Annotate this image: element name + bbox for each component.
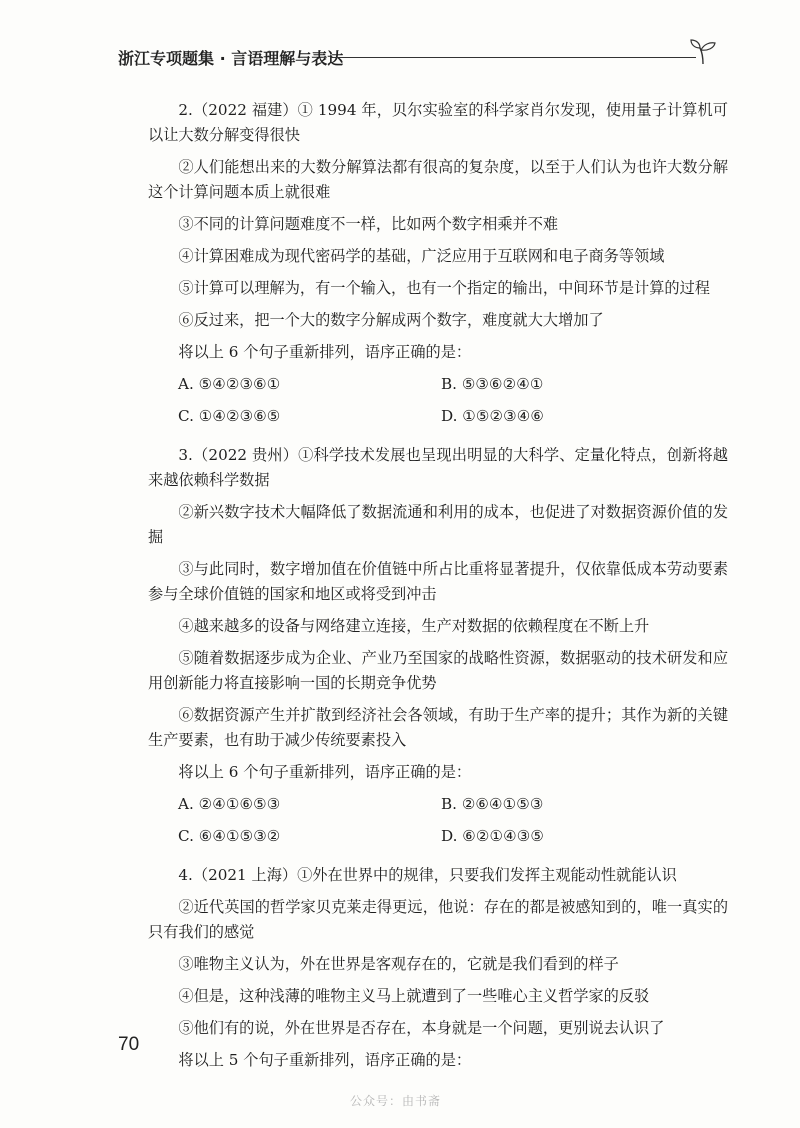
running-header <box>118 40 718 74</box>
sentence: ⑥反过来，把一个大的数字分解成两个数字，难度就大大增加了 <box>178 311 604 329</box>
sentence: ④计算困难成为现代密码学的基础，广泛应用于互联网和电子商务等领域 <box>178 247 665 265</box>
sentence: ②近代英国的哲学家贝克莱走得更远，他说：存在的都是被感知到的，唯一真实的只有我们的感觉 <box>148 898 728 941</box>
page-number: 70 <box>118 1034 140 1055</box>
question-prompt: 将以上 5 个句子重新排列，语序正确的是： <box>178 1051 472 1069</box>
option-b: B. ⑤③⑥②④① <box>441 375 544 393</box>
sentence: ④越来越多的设备与网络建立连接，生产对数据的依赖程度在不断上升 <box>178 617 650 635</box>
sentence: ④但是，这种浅薄的唯物主义马上就遭到了一些唯心主义哲学家的反驳 <box>178 987 650 1005</box>
sprout-icon <box>688 36 718 66</box>
sentence: ③与此同时，数字增加值在价值链中所占比重将显著提升，仅依靠低成本劳动要素参与全球价值链的国家和地区或将受到冲击 <box>148 560 728 603</box>
question-prompt: 将以上 6 个句子重新排列，语序正确的是： <box>178 763 472 781</box>
sentence: ②新兴数字技术大幅降低了数据流通和利用的成本，也促进了对数据资源价值的发掘 <box>148 503 728 546</box>
sentence: ⑤随着数据逐步成为企业、产业乃至国家的战略性资源，数据驱动的技术研发和应用创新能力将直接影响一国的长期竞争优势 <box>148 649 728 692</box>
question-stem: 3.（2022 贵州）①科学技术发展也呈现出明显的大科学、定量化特点，创新将越来越依赖科学数据 <box>148 446 728 489</box>
sentence: ③唯物主义认为，外在世界是客观存在的，它就是我们看到的样子 <box>178 955 619 973</box>
page-content <box>148 98 728 1080</box>
sentence: ⑤他们有的说，外在世界是否存在，本身就是一个问题，更别说去认识了 <box>178 1019 665 1037</box>
option-c: C. ⑥④①⑤③② <box>178 827 281 845</box>
answer-options <box>148 372 728 436</box>
sentence: ⑥数据资源产生并扩散到经济社会各领域，有助于生产率的提升；其作为新的关键生产要素，也有助于减少传统要素投入 <box>148 706 728 749</box>
watermark: 公众号：由书斋 <box>350 1094 442 1108</box>
question-prompt: 将以上 6 个句子重新排列，语序正确的是： <box>178 343 472 361</box>
sentence: ②人们能想出来的大数分解算法都有很高的复杂度，以至于人们认为也许大数分解这个计算问题本质上就很难 <box>148 158 728 201</box>
option-b: B. ②⑥④①⑤③ <box>441 795 544 813</box>
header-title: 浙江专项题集 · 言语理解与表达 <box>118 49 344 68</box>
option-d: D. ①⑤②③④⑥ <box>441 407 544 425</box>
question-stem: 4.（2021 上海）①外在世界中的规律，只要我们发挥主观能动性就能认识 <box>178 866 677 884</box>
option-d: D. ⑥②①④③⑤ <box>441 827 544 845</box>
header-rule <box>330 57 696 58</box>
sentence: ⑤计算可以理解为，有一个输入，也有一个指定的输出，中间环节是计算的过程 <box>178 279 710 297</box>
answer-options <box>148 792 728 856</box>
option-a: A. ②④①⑥⑤③ <box>178 795 281 813</box>
option-a: A. ⑤④②③⑥① <box>178 375 281 393</box>
sentence: ③不同的计算问题难度不一样，比如两个数字相乘并不难 <box>178 215 559 233</box>
question-stem: 2.（2022 福建）① 1994 年，贝尔实验室的科学家肖尔发现，使用量子计算机可以让大数分解变得很快 <box>148 101 728 144</box>
option-c: C. ①④②③⑥⑤ <box>178 407 281 425</box>
